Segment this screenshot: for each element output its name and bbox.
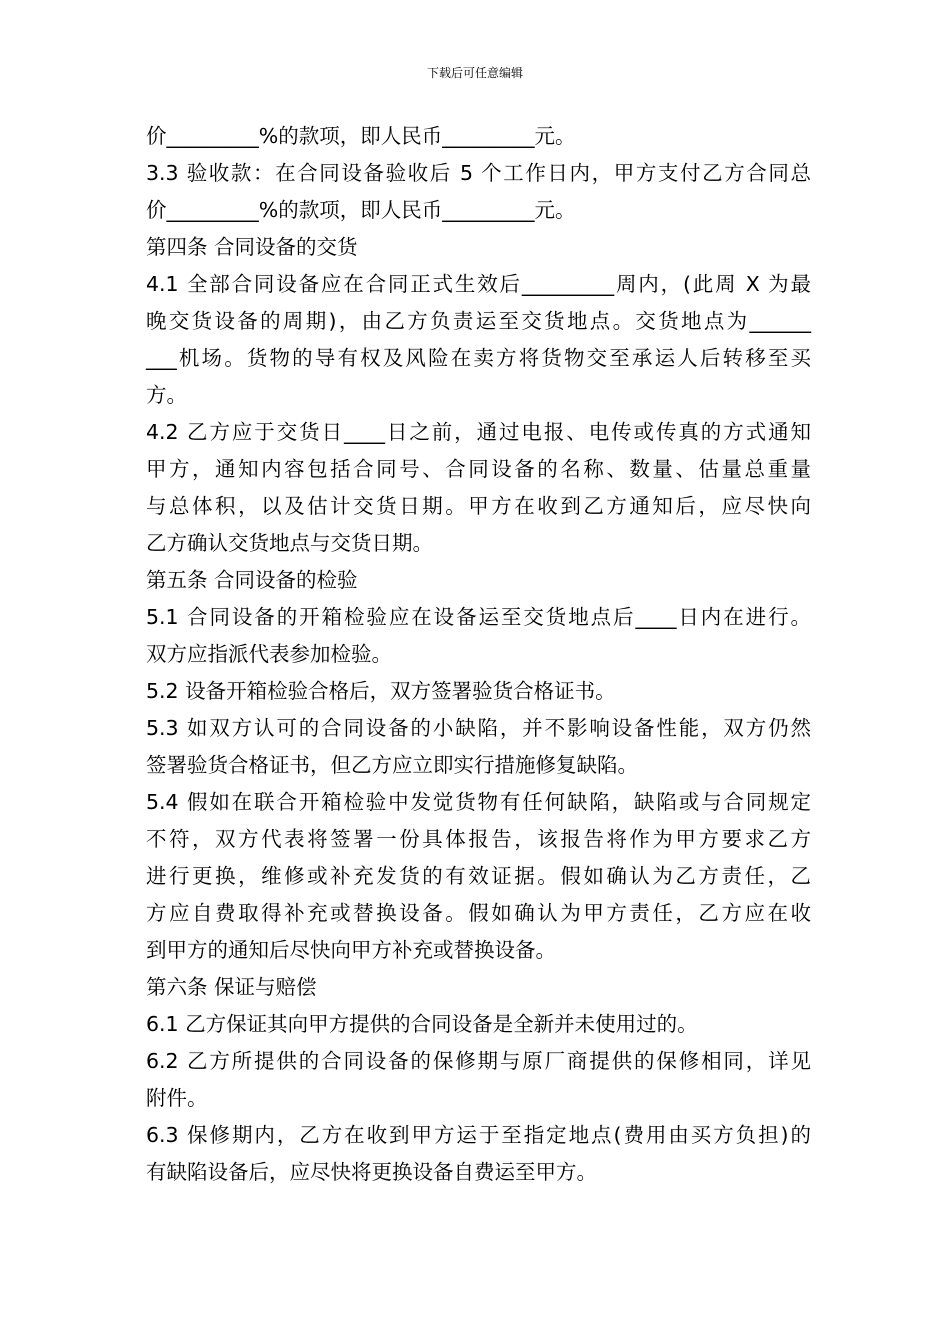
text-line: 5.4 假如在联合开箱检验中发觉货物有任何缺陷，缺陷或与合同规定 (146, 790, 811, 814)
text-line: 5.1 合同设备的开箱检验应在设备运至交货地点后____日内在进行。 (146, 605, 811, 629)
text-line: 双方应指派代表参加检验。 (146, 642, 392, 666)
text-line: 附件。 (146, 1086, 208, 1110)
text-line: 5.2 设备开箱检验合格后，双方签署验货合格证书。 (146, 679, 616, 703)
text-line: 4.2 乙方应于交货日____日之前，通过电报、电传或传真的方式通知 (146, 420, 811, 444)
text-line: 签署验货合格证书，但乙方应立即实行措施修复缺陷。 (146, 753, 638, 777)
text-line: 与总体积，以及估计交货日期。甲方在收到乙方通知后，应尽快向 (146, 494, 811, 518)
text-line: 甲方，通知内容包括合同号、合同设备的名称、数量、估量总重量 (146, 457, 811, 481)
text-line: 3.3 验收款：在合同设备验收后 5 个工作日内，甲方支付乙方合同总 (146, 161, 811, 185)
text-line: 到甲方的通知后尽快向甲方补充或替换设备。 (146, 938, 556, 962)
section-heading: 第四条 合同设备的交货 (146, 235, 358, 259)
text-line: 价_________%的款项，即人民币_________元。 (146, 124, 576, 148)
text-line: 有缺陷设备后，应尽快将更换设备自费运至甲方。 (146, 1160, 597, 1184)
section-heading: 第五条 合同设备的检验 (146, 568, 358, 592)
text-line: 价_________%的款项，即人民币_________元。 (146, 198, 576, 222)
text-line: 6.2 乙方所提供的合同设备的保修期与原厂商提供的保修相同，详见 (146, 1049, 811, 1073)
text-line: 进行更换，维修或补充发货的有效证据。假如确认为乙方责任，乙 (146, 864, 811, 888)
text-line: 不符，双方代表将签署一份具体报告，该报告将作为甲方要求乙方 (146, 827, 811, 851)
text-line: 方。 (146, 383, 187, 407)
text-line: 4.1 全部合同设备应在合同正式生效后_________周内，(此周 X 为最 (146, 272, 811, 296)
text-line: ___机场。货物的导有权及风险在卖方将货物交至承运人后转移至买 (146, 346, 811, 370)
text-line: 方应自费取得补充或替换设备。假如确认为甲方责任，乙方应在收 (146, 901, 811, 925)
text-line: 6.3 保修期内，乙方在收到甲方运于至指定地点(费用由买方负担)的 (146, 1123, 811, 1147)
text-line: 5.3 如双方认可的合同设备的小缺陷，并不影响设备性能，双方仍然 (146, 716, 811, 740)
text-line: 晚交货设备的周期)，由乙方负责运至交货地点。交货地点为______ (146, 309, 811, 333)
page-header: 下载后可任意编辑 (426, 66, 523, 80)
document-body (146, 118, 811, 1191)
text-line: 6.1 乙方保证其向甲方提供的合同设备是全新并未使用过的。 (146, 1012, 698, 1036)
text-line: 乙方确认交货地点与交货日期。 (146, 531, 433, 555)
section-heading: 第六条 保证与赔偿 (146, 975, 317, 999)
